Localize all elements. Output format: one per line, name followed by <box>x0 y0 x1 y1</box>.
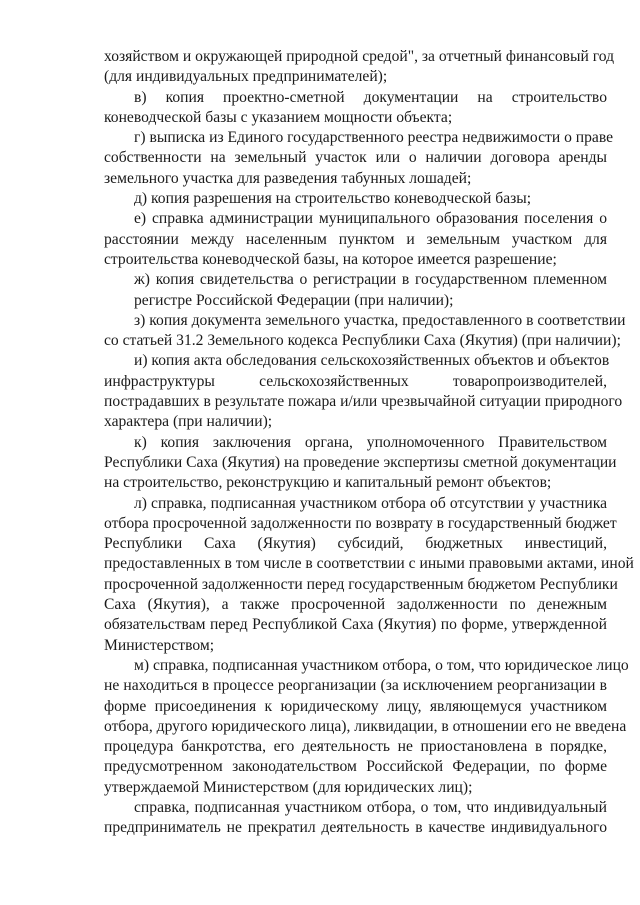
document-line: е) справка администрации муниципального образования поселения о <box>134 210 607 228</box>
document-line: хозяйством и окружающей природной средой", за отчетный финансовый год <box>104 48 615 65</box>
document-line: форме присоединения к юридическому лицу, являющемуся участником <box>104 697 607 715</box>
document-line: Республики Саха (Якутия) субсидий, бюджетных инвестиций, <box>104 535 607 553</box>
document-line: инфраструктуры сельскохозяйственных товаропроизводителей, <box>104 372 607 390</box>
document-line: д) копия разрешения на строительство коневодческой базы; <box>134 190 532 208</box>
document-line: м) справка, подписанная участником отбора, о том, что юридическое лицо <box>134 656 629 674</box>
document-line: предоставленных в том числе в соответствии с иными правовыми актами, иной <box>104 555 634 573</box>
document-line: пострадавших в результате пожара и/или чрезвычайной ситуации природного <box>104 393 623 411</box>
document-line: з) копия документа земельного участка, предоставленного в соответствии <box>134 311 626 329</box>
document-line: регистре Российской Федерации (при наличии); <box>134 291 454 309</box>
document-line: собственности на земельный участок или о наличии договора аренды <box>104 149 607 167</box>
document-line: обязательствам перед Республикой Саха (Якутия) по форме, утвержденной <box>104 616 607 634</box>
document-line: расстоянии между населенным пунктом и земельным участком для <box>104 230 607 248</box>
document-line: Министерством; <box>104 636 215 654</box>
document-line: на строительство, реконструкцию и капитальный ремонт объектов; <box>104 474 552 492</box>
document-line: утверждаемой Министерством (для юридических лиц); <box>104 778 473 796</box>
document-line: л) справка, подписанная участником отбора об отсутствии у участника <box>134 494 607 512</box>
document-line: не находиться в процессе реорганизации (за исключением реорганизации в <box>104 677 607 695</box>
document-line: строительства коневодческой базы, на которое имеется разрешение; <box>104 250 557 268</box>
document-line: предприниматель не прекратил деятельность в качестве индивидуального <box>104 819 607 837</box>
document-line: г) выписка из Единого государственного реестра недвижимости о праве <box>134 129 614 147</box>
document-line: отбора просроченной задолженности по возврату в государственный бюджет <box>104 514 617 532</box>
document-line: Саха (Якутия), а также просроченной задолженности по денежным <box>104 596 607 614</box>
document-line: Республики Саха (Якутия) на проведение экспертизы сметной документации <box>104 453 617 471</box>
document-line: характера (при наличии); <box>104 413 273 431</box>
document-line: коневодческой базы с указанием мощности объекта; <box>104 108 453 126</box>
document-line: справка, подписанная участником отбора, о том, что индивидуальный <box>134 798 607 816</box>
document-line: ж) копия свидетельства о регистрации в государственном племенном <box>134 271 607 289</box>
document-line: просроченной задолженности перед государственным бюджетом Республики <box>104 575 618 593</box>
document-line: предусмотренном законодательством Российской Федерации, по форме <box>104 758 607 776</box>
document-body <box>104 47 634 839</box>
document-line: в) копия проектно-сметной документации на строительство <box>134 88 607 106</box>
document-line: к) копия заключения органа, уполномоченного Правительством <box>134 433 607 451</box>
document-line: со статьей 31.2 Земельного кодекса Республики Саха (Якутия) (при наличии); <box>104 332 621 350</box>
document-line: процедура банкротства, его деятельность не приостановлена в порядке, <box>104 738 607 756</box>
document-line: отбора, другого юридического лица), ликвидации, в отношении его не введена <box>104 717 627 735</box>
document-line: и) копия акта обследования сельскохозяйственных объектов и объектов <box>134 352 610 370</box>
document-line: земельного участка для разведения табунных лошадей; <box>104 169 472 187</box>
document-line: (для индивидуальных предпринимателей); <box>104 68 388 86</box>
